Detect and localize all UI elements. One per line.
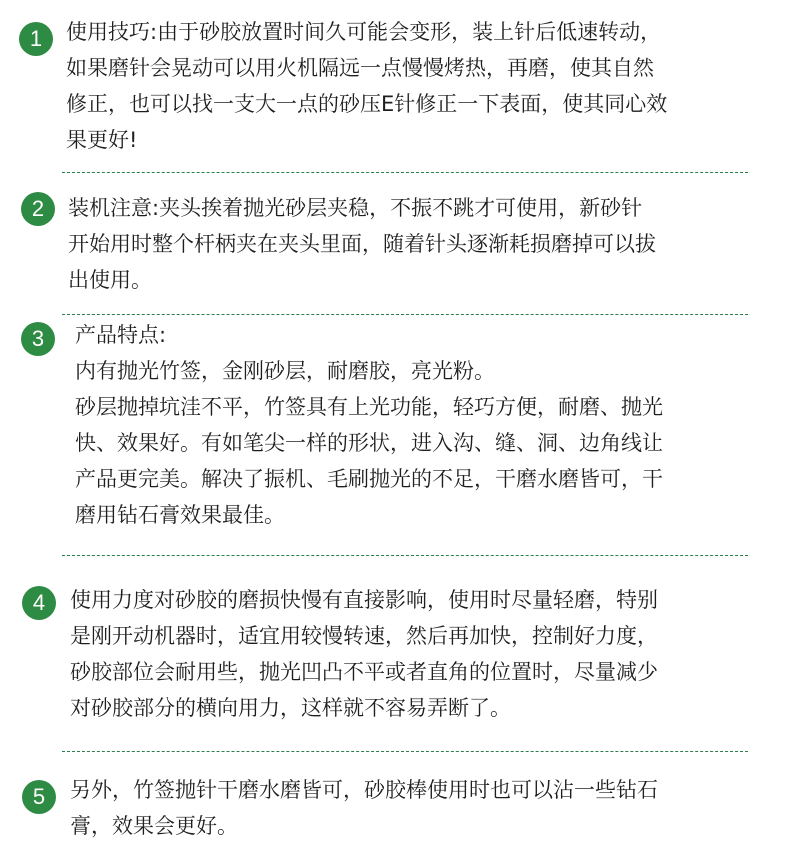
divider xyxy=(62,751,748,752)
text-line: 产品特点: xyxy=(75,323,167,347)
section-3-text xyxy=(75,317,663,533)
step-4-badge: 4 xyxy=(22,586,56,620)
text-line: 对砂胶部分的横向用力，这样就不容易弄断了。 xyxy=(70,696,511,720)
text-line: 使用技巧:由于砂胶放置时间久可能会变形，装上针后低速转动， xyxy=(66,20,662,44)
section-4-text xyxy=(70,582,658,726)
text-line: 快、效果好。有如笔尖一样的形状，进入沟、缝、洞、边角线让 xyxy=(75,431,663,455)
divider xyxy=(62,314,748,315)
text-line: 膏，效果会更好。 xyxy=(70,814,238,838)
divider xyxy=(62,555,748,556)
section-2-text xyxy=(68,190,656,298)
text-line: 内有抛光竹签，金刚砂层，耐磨胶，亮光粉。 xyxy=(75,359,495,383)
text-line: 修正，也可以找一支大一点的砂压E针修正一下表面，使其同心效 xyxy=(66,92,668,116)
step-3-badge: 3 xyxy=(21,322,55,356)
text-line: 使用力度对砂胶的磨损快慢有直接影响，使用时尽量轻磨，特别 xyxy=(70,588,658,612)
step-5-badge: 5 xyxy=(22,780,56,814)
text-line: 砂胶部位会耐用些，抛光凹凸不平或者直角的位置时，尽量减少 xyxy=(70,660,658,684)
section-1-text xyxy=(66,14,667,158)
text-line: 磨用钻石膏效果最佳。 xyxy=(75,503,285,527)
text-line: 装机注意:夹头挨着抛光砂层夹稳，不振不跳才可使用，新砂针 xyxy=(68,196,643,220)
text-line: 如果磨针会晃动可以用火机隔远一点慢慢烤热，再磨，使其自然 xyxy=(66,56,654,80)
text-line: 是刚开动机器时，适宜用较慢转速，然后再加快，控制好力度， xyxy=(70,624,658,648)
step-1-badge: 1 xyxy=(19,22,53,56)
text-line: 出使用。 xyxy=(68,268,152,292)
text-line: 开始用时整个杆柄夹在夹头里面，随着针头逐渐耗损磨掉可以拔 xyxy=(68,232,656,256)
text-line: 产品更完美。解决了振机、毛刷抛光的不足，干磨水磨皆可，干 xyxy=(75,467,663,491)
step-2-badge: 2 xyxy=(21,192,55,226)
text-line: 砂层抛掉坑洼不平，竹签具有上光功能，轻巧方便，耐磨、抛光 xyxy=(75,395,663,419)
divider xyxy=(62,172,748,173)
text-line: 果更好! xyxy=(66,128,138,152)
text-line: 另外，竹签抛针干磨水磨皆可，砂胶棒使用时也可以沾一些钻石 xyxy=(70,778,658,802)
section-5-text xyxy=(70,772,658,844)
